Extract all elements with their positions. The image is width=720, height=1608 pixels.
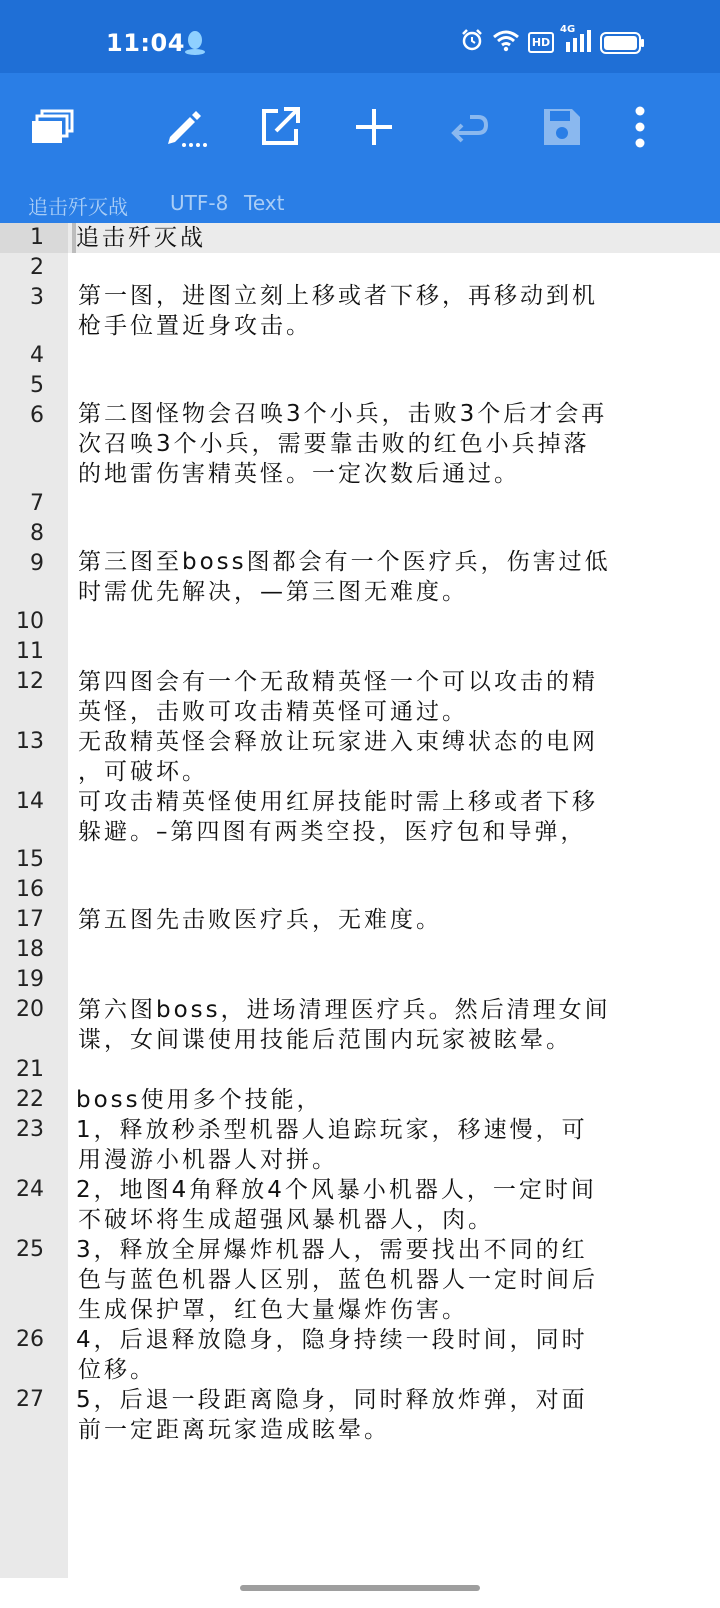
- line-number: 1: [30, 225, 44, 250]
- add-button[interactable]: [346, 99, 402, 155]
- line-number: 26: [16, 1327, 44, 1352]
- text-line: 5，后退一段距离隐身，同时释放炸弹，对面: [76, 1387, 588, 1413]
- line-number: 20: [16, 997, 44, 1022]
- line-number: 18: [16, 937, 44, 962]
- status-time: 11:04: [106, 29, 185, 57]
- save-button[interactable]: [534, 99, 590, 155]
- line-number: 15: [16, 847, 44, 872]
- file-type: Text: [244, 191, 285, 215]
- line-number: 3: [30, 285, 44, 310]
- line-number: 8: [30, 521, 44, 546]
- line-number: 2: [30, 255, 44, 280]
- text-line: 枪手位置近身攻击。: [78, 313, 312, 339]
- text-line: 第六图boss，进场清理医疗兵。然后清理女间: [78, 997, 611, 1023]
- text-line: 谍，女间谍使用技能后范围内玩家被眩晕。: [78, 1027, 572, 1053]
- text-line: 3，释放全屏爆炸机器人，需要找出不同的红: [76, 1237, 588, 1263]
- line-number: 9: [30, 551, 44, 576]
- status-bar: [0, 0, 720, 73]
- text-line: 英怪，击败可攻击精英怪可通过。: [78, 699, 468, 725]
- text-line: 第五图先击败医疗兵，无难度。: [78, 907, 442, 933]
- more-icon: [634, 105, 646, 149]
- save-icon: [542, 107, 582, 147]
- home-indicator[interactable]: [240, 1585, 480, 1591]
- text-line: 2，地图4角释放4个风暴小机器人，一定时间: [76, 1177, 597, 1203]
- text-line: 第四图会有一个无敌精英怪一个可以攻击的精: [78, 669, 598, 695]
- signal-icon: [566, 30, 592, 52]
- add-icon: [352, 105, 396, 149]
- line-number: 14: [16, 789, 44, 814]
- text-line: 色与蓝色机器人区别，蓝色机器人一定时间后: [78, 1267, 598, 1293]
- text-line: 第二图怪物会召唤3个小兵，击败3个后才会再: [78, 401, 608, 427]
- edit-icon: [164, 105, 208, 149]
- text-line: 的地雷伤害精英怪。一定次数后通过。: [78, 461, 520, 487]
- line-number: 21: [16, 1057, 44, 1082]
- line-number: 23: [16, 1117, 44, 1142]
- toolbar: [0, 73, 720, 183]
- line-number: 11: [16, 639, 44, 664]
- text-line: 追击歼灭战: [76, 225, 206, 251]
- hd-badge: HD: [528, 32, 554, 53]
- undo-button[interactable]: [440, 99, 496, 155]
- text-line: 4，后退释放隐身，隐身持续一段时间，同时: [76, 1327, 588, 1353]
- text-line: 可攻击精英怪使用红屏技能时需上移或者下移: [78, 789, 598, 815]
- line-number: 22: [16, 1087, 44, 1112]
- line-number: 13: [16, 729, 44, 754]
- text-line: boss使用多个技能，: [76, 1087, 323, 1113]
- line-number: 5: [30, 373, 44, 398]
- line-number: 19: [16, 967, 44, 992]
- text-line: 不破坏将生成超强风暴机器人，肉。: [78, 1207, 494, 1233]
- text-line: 位移。: [78, 1357, 156, 1383]
- alarm-icon: [460, 28, 484, 52]
- line-number: 27: [16, 1387, 44, 1412]
- line-number: 25: [16, 1237, 44, 1262]
- undo-icon: [446, 105, 490, 149]
- text-line: ，可破坏。: [78, 759, 208, 785]
- text-line: 次召唤3个小兵，需要靠击败的红色小兵掉落: [78, 431, 590, 457]
- qq-icon: [184, 30, 206, 56]
- text-line: 第一图，进图立刻上移或者下移，再移动到机: [78, 283, 598, 309]
- line-number: 7: [30, 491, 44, 516]
- line-number: 6: [30, 403, 44, 428]
- text-line: 用漫游小机器人对拼。: [78, 1147, 338, 1173]
- battery-icon: [600, 32, 646, 54]
- open-external-button[interactable]: [252, 99, 308, 155]
- open-external-icon: [258, 105, 302, 149]
- text-line: 时需优先解决，—第三图无难度。: [78, 579, 468, 605]
- network-type: 4G: [560, 24, 576, 35]
- text-editor[interactable]: [0, 223, 720, 1583]
- text-line: 生成保护罩，红色大量爆炸伤害。: [78, 1297, 468, 1323]
- line-number: 10: [16, 609, 44, 634]
- windows-icon: [32, 109, 76, 145]
- wifi-icon: [492, 28, 520, 52]
- text-line: 第三图至boss图都会有一个医疗兵，伤害过低: [78, 549, 611, 575]
- line-number: 4: [30, 343, 44, 368]
- line-number: 16: [16, 877, 44, 902]
- text-line: 无敌精英怪会释放让玩家进入束缚状态的电网: [78, 729, 598, 755]
- file-name: 追击歼灭战: [28, 195, 128, 219]
- line-number: 12: [16, 669, 44, 694]
- file-info-bar: [0, 183, 720, 223]
- file-encoding: UTF-8: [170, 191, 229, 215]
- line-number: 17: [16, 907, 44, 932]
- edit-button[interactable]: [158, 99, 214, 155]
- more-button[interactable]: [612, 99, 668, 155]
- line-number: 24: [16, 1177, 44, 1202]
- text-line: 前一定距离玩家造成眩晕。: [78, 1417, 390, 1443]
- text-line: 躲避。–第四图有两类空投，医疗包和导弹，: [78, 819, 587, 845]
- text-line: 1，释放秒杀型机器人追踪玩家，移速慢，可: [76, 1117, 588, 1143]
- windows-button[interactable]: [26, 99, 82, 155]
